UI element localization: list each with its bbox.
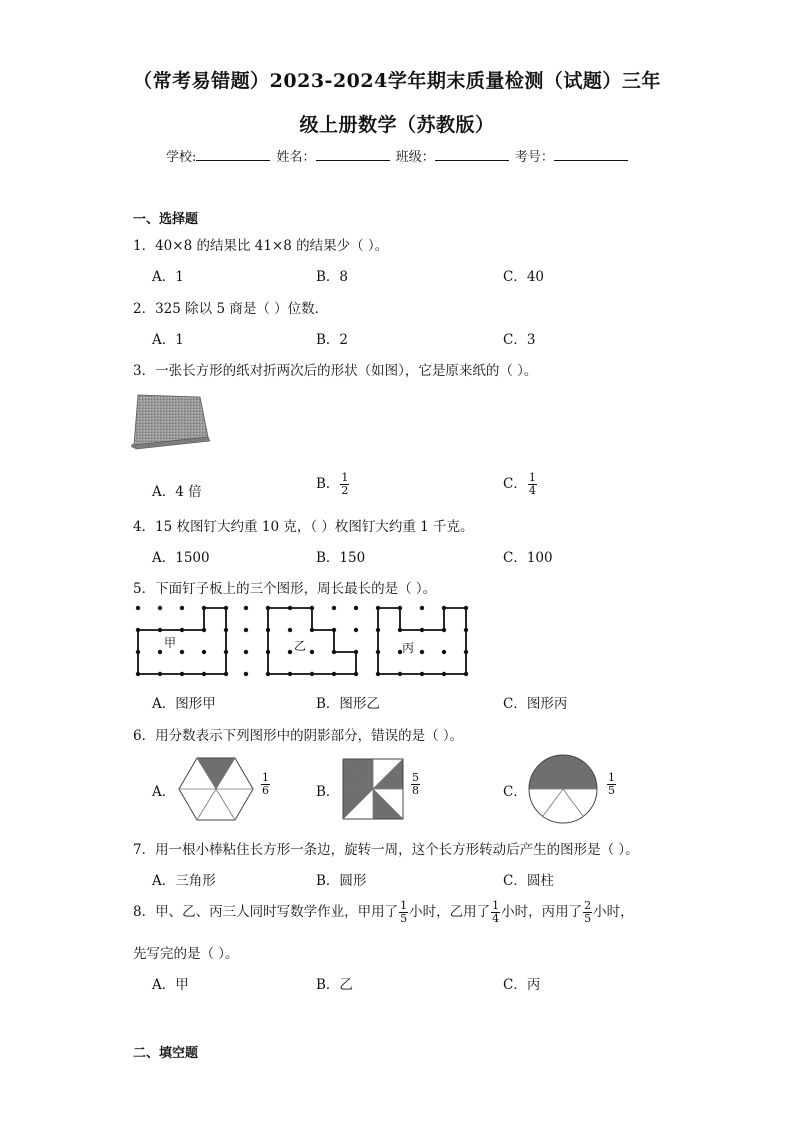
q8-fraction-jia: $\frac{1}{5}$ xyxy=(400,899,408,925)
q2-option-b[interactable]: B．2 xyxy=(316,332,349,348)
title-line-1: （常考易错题）2023-2024学年期末质量检测（试题）三年 xyxy=(133,70,661,92)
q5-option-c[interactable]: C．图形丙 xyxy=(503,696,568,712)
question-5: 5．下面钉子板上的三个图形，周长最长的是（ ）。 xyxy=(133,581,437,597)
folded-paper-image xyxy=(130,393,212,451)
section-2-title: 二、填空题 xyxy=(133,1046,199,1061)
exam-number-blank[interactable] xyxy=(554,148,628,161)
q3-option-b[interactable] xyxy=(316,472,350,497)
q3-option-b-fraction: $\frac{1}{2}$ xyxy=(341,471,349,497)
question-3: 3．一张长方形的纸对折两次后的形状（如图），它是原来纸的（ ）。 xyxy=(133,363,538,379)
q3-option-c-label: C． xyxy=(503,476,527,492)
q6-a-fraction: $\frac{1}{6}$ xyxy=(262,771,269,797)
q6-b-fraction: $\frac{5}{8}$ xyxy=(412,771,419,797)
label-bing: 丙 xyxy=(402,641,415,655)
q7-option-a[interactable]: A．三角形 xyxy=(152,873,216,889)
q5-option-b[interactable]: B．图形乙 xyxy=(316,696,380,712)
q6-c-fraction: $\frac{1}{5}$ xyxy=(608,771,615,797)
section-1-title: 一、选择题 xyxy=(133,212,199,227)
pegboard-jia xyxy=(136,606,228,676)
q8-option-c[interactable]: C．丙 xyxy=(503,977,541,993)
q1-option-c[interactable]: C．40 xyxy=(503,269,545,285)
q4-option-a[interactable]: A．1500 xyxy=(152,550,210,566)
question-2: 2．325 除以 5 商是（ ）位数． xyxy=(133,301,329,317)
name-blank[interactable] xyxy=(316,148,390,161)
q6-option-b[interactable]: B． xyxy=(316,784,340,800)
q3-option-b-label: B． xyxy=(316,476,340,492)
q6-option-a[interactable]: A． xyxy=(152,784,176,800)
question-1: 1．40×8 的结果比 41×8 的结果少（ ）。 xyxy=(133,238,389,254)
label-yi: 乙 xyxy=(294,639,307,653)
school-label: 学校: xyxy=(166,150,197,165)
q8-fraction-yi: $\frac{1}{4}$ xyxy=(492,899,500,925)
q4-option-c[interactable]: C．100 xyxy=(503,550,553,566)
question-4: 4．15 枚图钉大约重 10 克，（ ）枚图钉大约重 1 千克。 xyxy=(133,519,474,535)
label-jia: 甲 xyxy=(164,636,177,650)
name-label: 姓名： xyxy=(276,150,316,165)
school-blank[interactable] xyxy=(196,148,270,161)
q8-option-a[interactable]: A．甲 xyxy=(152,977,189,993)
q1-option-a[interactable]: A．1 xyxy=(152,269,184,285)
q7-option-b[interactable]: B．圆形 xyxy=(316,873,367,889)
q1-option-b[interactable]: B．8 xyxy=(316,269,349,285)
q8-fraction-bing: $\frac{2}{5}$ xyxy=(584,899,592,925)
title-line-2: 级上册数学（苏教版） xyxy=(299,114,495,136)
q2-option-a[interactable]: A．1 xyxy=(152,332,184,348)
q3-option-a[interactable]: A．4 倍 xyxy=(152,484,202,500)
q2-option-c[interactable]: C．3 xyxy=(503,332,536,348)
question-8-line-2: 先写完的是（ ）。 xyxy=(133,946,239,962)
q6-option-c[interactable]: C． xyxy=(503,784,527,800)
question-6: 6．用分数表示下列图形中的阴影部分，错误的是（ ）。 xyxy=(133,728,464,744)
question-8: 8．甲、乙、丙三人同时写数学作业，甲用了 $\frac{1}{5}$ 小时，乙用了 $\frac{1}{4}$ 小时，丙用了 $\frac{2}{5}$ 小时， xyxy=(133,899,634,925)
pegboard-bing xyxy=(376,606,468,676)
q5-option-a[interactable]: A．图形甲 xyxy=(152,696,216,712)
q3-option-c-fraction: $\frac{1}{4}$ xyxy=(528,471,536,497)
q8-option-b[interactable]: B．乙 xyxy=(316,977,353,993)
student-info xyxy=(166,146,630,165)
q4-option-b[interactable]: B．150 xyxy=(316,550,366,566)
question-7: 7．用一根小棒粘住长方形一条边，旋转一周，这个长方形转动后产生的图形是（ ）。 xyxy=(133,842,639,858)
class-blank[interactable] xyxy=(435,148,509,161)
exam-number-label: 考号： xyxy=(514,150,554,165)
q3-option-c[interactable] xyxy=(503,472,538,497)
hexagon-figure xyxy=(178,756,254,822)
circle-figure xyxy=(528,754,598,824)
q7-option-c[interactable]: C．圆柱 xyxy=(503,873,554,889)
class-label: 班级： xyxy=(395,150,435,165)
square-figure xyxy=(342,758,404,820)
